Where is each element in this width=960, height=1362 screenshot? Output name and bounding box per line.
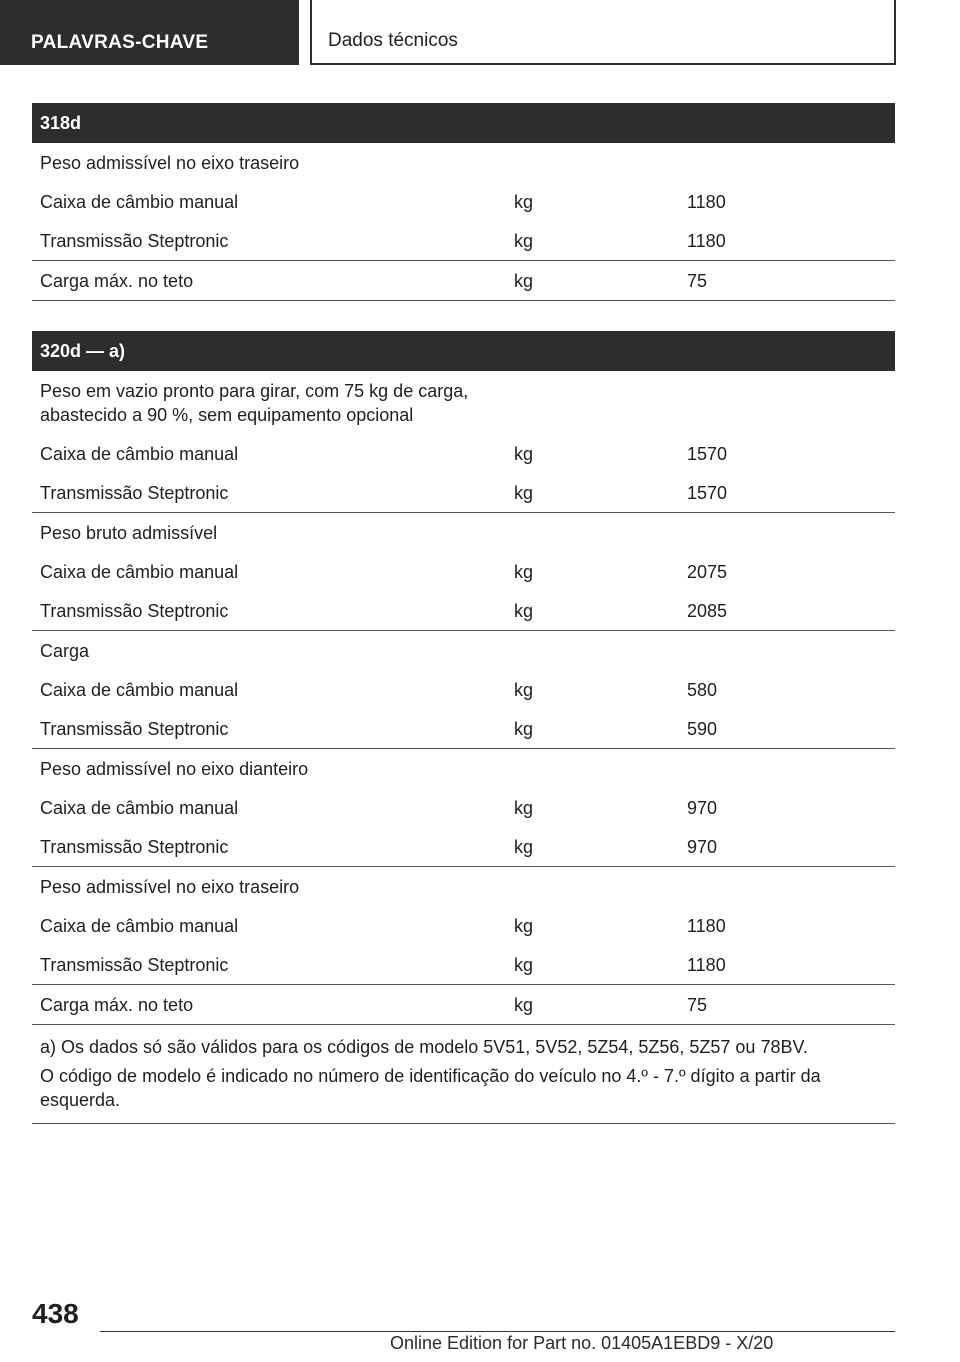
row-unit: kg xyxy=(514,601,534,621)
footnote-a: a) Os dados só são válidos para os códigos de modelo 5V51, 5V52, 5Z54, 5Z56, 5Z57 ou 78BV. xyxy=(40,1037,808,1057)
table-row xyxy=(32,906,895,945)
table-row xyxy=(32,749,895,788)
row-value xyxy=(679,521,895,545)
row-value: 1570 xyxy=(687,444,728,464)
table-row xyxy=(32,182,895,221)
section-title: 318d xyxy=(32,103,895,143)
row-value: 970 xyxy=(687,837,718,857)
table-row xyxy=(32,513,895,552)
footer-divider xyxy=(100,1331,895,1332)
row-unit xyxy=(506,521,679,545)
table-row xyxy=(32,670,895,709)
row-unit: kg xyxy=(514,680,534,700)
row-value: 1180 xyxy=(687,916,726,936)
row-unit xyxy=(506,639,679,663)
row-label: Caixa de câmbio manual xyxy=(40,798,239,818)
table-row xyxy=(32,827,895,867)
footnote-model-code: O código de modelo é indicado no número de identificação do veículo no 4.º - 7.º dígito a partir da esquerda. xyxy=(40,1066,821,1110)
row-label: Transmissão Steptronic xyxy=(40,837,229,857)
page-number: 438 xyxy=(32,1298,79,1329)
table-row xyxy=(32,788,895,827)
chapter-tab[interactable]: Dados técnicos xyxy=(310,0,896,65)
footnotes xyxy=(32,1025,895,1124)
row-value: 1180 xyxy=(687,955,726,975)
table-row xyxy=(32,434,895,473)
section-tab[interactable]: PALAVRAS-CHAVE xyxy=(0,0,299,65)
table-row xyxy=(32,631,895,670)
row-value: 590 xyxy=(687,719,718,739)
row-value: 2075 xyxy=(687,562,728,582)
table-row xyxy=(32,867,895,906)
table-row xyxy=(32,473,895,513)
row-value xyxy=(679,875,895,899)
row-label: Peso em vazio pronto para girar, com 75 kg de carga, abastecido a 90 %, sem equipamento opcional xyxy=(40,381,469,425)
row-unit: kg xyxy=(514,955,534,975)
row-label: Peso admissível no eixo traseiro xyxy=(40,877,300,897)
row-value: 75 xyxy=(687,271,708,291)
table-row xyxy=(32,945,895,985)
row-label: Peso admissível no eixo traseiro xyxy=(40,153,300,173)
row-label: Caixa de câmbio manual xyxy=(40,562,239,582)
row-unit: kg xyxy=(514,444,534,464)
row-unit: kg xyxy=(514,837,534,857)
row-unit xyxy=(506,151,679,175)
row-value: 970 xyxy=(687,798,718,818)
technical-data-content xyxy=(32,103,895,1124)
row-label: Transmissão Steptronic xyxy=(40,955,229,975)
table-row xyxy=(32,591,895,631)
row-label: Carga xyxy=(40,641,90,661)
table-row xyxy=(32,371,895,434)
row-label: Caixa de câmbio manual xyxy=(40,444,239,464)
row-unit xyxy=(506,875,679,899)
row-unit xyxy=(506,757,679,781)
row-unit: kg xyxy=(514,231,534,251)
edition-footer: Online Edition for Part no. 01405A1EBD9 - X/20 xyxy=(390,1333,774,1353)
row-unit xyxy=(506,379,679,427)
spec-table-320d xyxy=(32,331,895,1025)
spec-table-318d xyxy=(32,103,895,301)
row-value: 1570 xyxy=(687,483,728,503)
table-row xyxy=(32,985,895,1025)
row-value xyxy=(679,757,895,781)
row-value: 580 xyxy=(687,680,718,700)
row-label: Caixa de câmbio manual xyxy=(40,680,239,700)
row-value: 2085 xyxy=(687,601,728,621)
table-row xyxy=(32,552,895,591)
row-label: Transmissão Steptronic xyxy=(40,483,229,503)
row-value: 1180 xyxy=(687,231,726,251)
row-label: Caixa de câmbio manual xyxy=(40,916,239,936)
row-value xyxy=(679,151,895,175)
table-row xyxy=(32,143,895,182)
row-label: Transmissão Steptronic xyxy=(40,231,229,251)
row-value xyxy=(679,639,895,663)
row-unit: kg xyxy=(514,798,534,818)
table-row xyxy=(32,709,895,749)
table-row xyxy=(32,261,895,301)
row-value xyxy=(679,379,895,427)
row-unit: kg xyxy=(514,719,534,739)
row-label: Carga máx. no teto xyxy=(40,271,194,291)
row-label: Transmissão Steptronic xyxy=(40,601,229,621)
row-label: Peso admissível no eixo dianteiro xyxy=(40,759,309,779)
row-label: Caixa de câmbio manual xyxy=(40,192,239,212)
row-unit: kg xyxy=(514,483,534,503)
section-title: 320d — a) xyxy=(32,331,895,371)
table-row xyxy=(32,221,895,261)
row-unit: kg xyxy=(514,562,534,582)
row-label: Carga máx. no teto xyxy=(40,995,194,1015)
row-value: 1180 xyxy=(687,192,726,212)
row-unit: kg xyxy=(514,995,534,1015)
row-value: 75 xyxy=(687,995,708,1015)
row-unit: kg xyxy=(514,271,534,291)
row-label: Transmissão Steptronic xyxy=(40,719,229,739)
row-label: Peso bruto admissível xyxy=(40,523,218,543)
row-unit: kg xyxy=(514,916,534,936)
row-unit: kg xyxy=(514,192,534,212)
